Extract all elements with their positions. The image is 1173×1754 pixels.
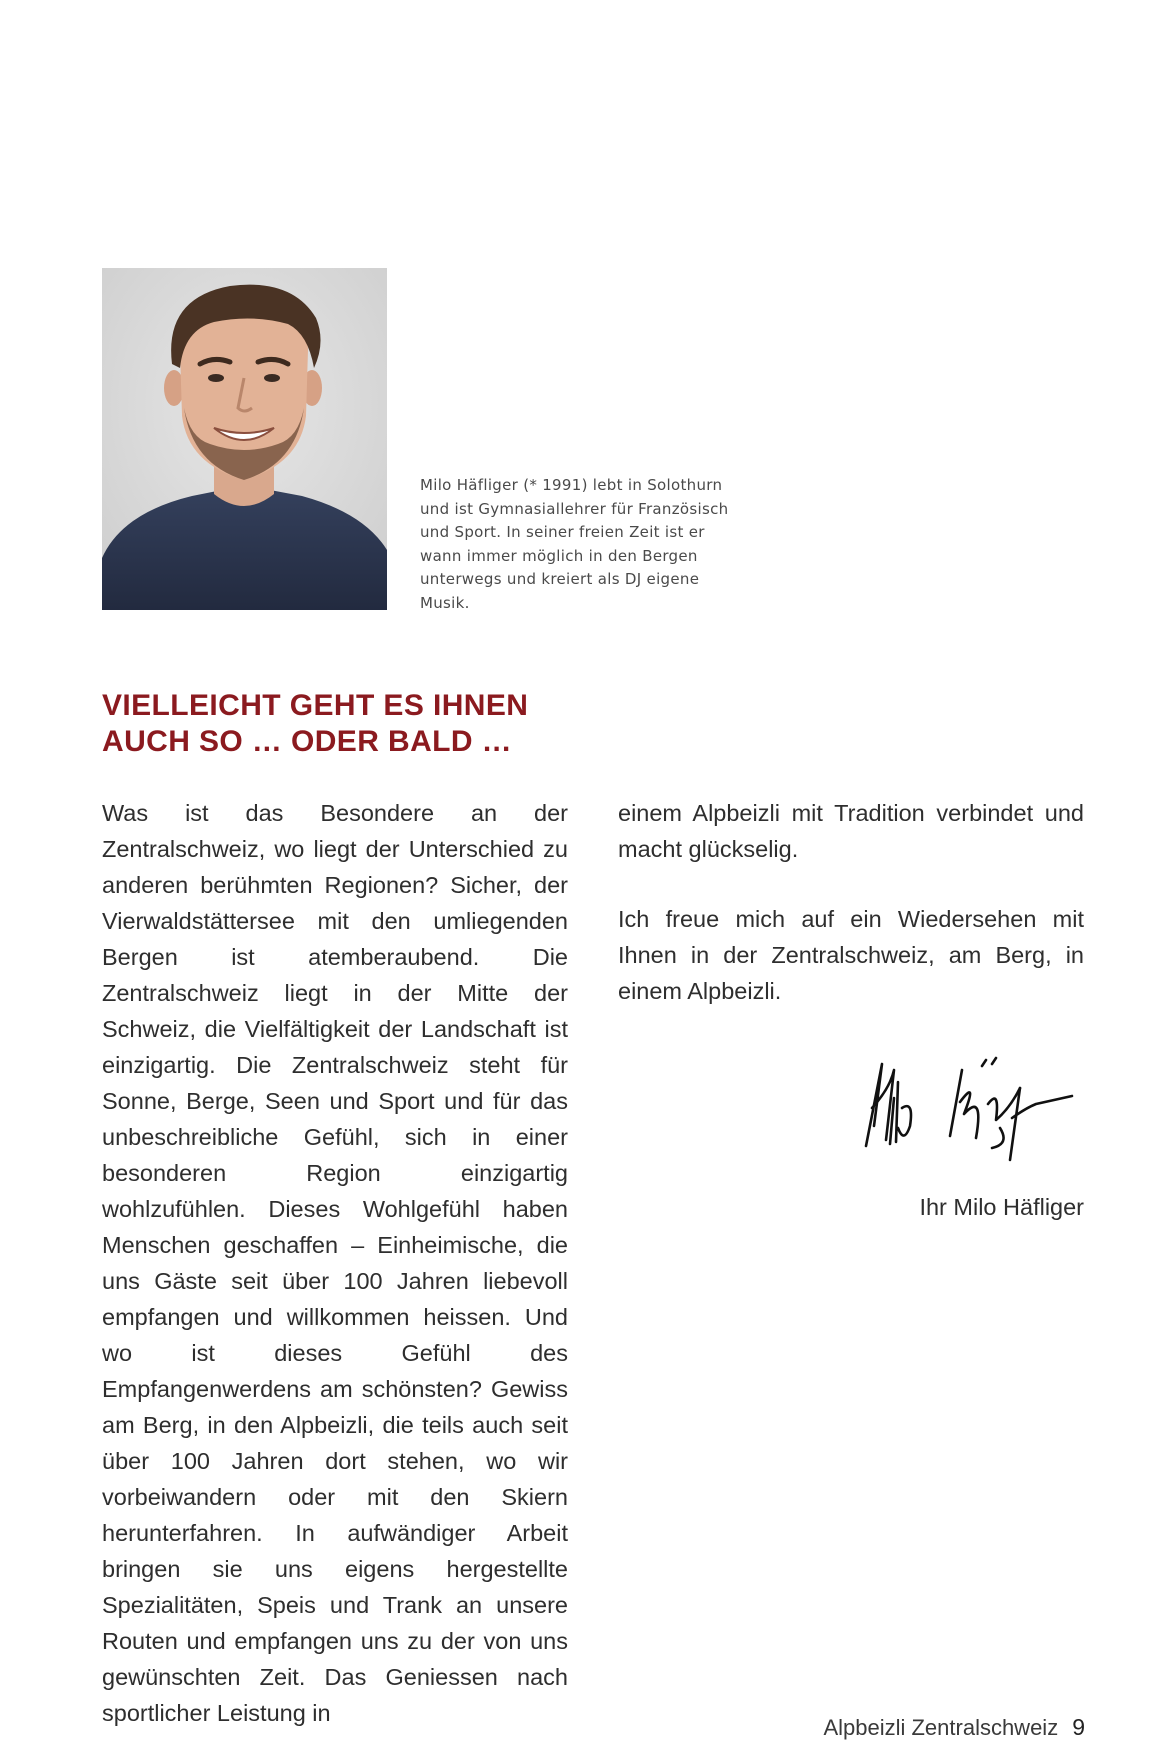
signoff: Ihr Milo Häfliger [919, 1194, 1084, 1220]
body-text-left-column: Was ist das Besondere an der Zentralschweiz, wo liegt der Unterschied zu anderen berühmten Regionen? Sicher, der Vierwaldstättersee mit den umliegenden Bergen ist atemberaubend. Die Zentralschweiz liegt in der Mitte der Schweiz, die Vielfältigkeit der Landschaft ist einzigartig. Die Zentralschweiz steht für Sonne, Berge, Seen und Sport und für das unbeschreibliche Gefühl, sich in einer besonderen Region einzigartig wohlzufühlen. Dieses Wohlgefühl haben Menschen geschaffen – Einheimische, die uns Gäste seit über 100 Jahren liebevoll empfangen und willkommen heissen. Und wo ist dieses Gefühl des Empfangenwerdens am schönsten? Gewiss am Berg, in den Alpbeizli, die teils auch seit über 100 Jahren dort stehen, wo wir vorbeiwandern oder mit den Skiern herunterfahren. In aufwändiger Arbeit bringen sie uns eigens hergestellte Spezialitäten, Speis und Trank an unsere Routen und empfangen uns zu der von uns gewünschten Zeit. Das Geniessen nach sportlicher Leistung in [102, 800, 568, 1726]
article-heading [102, 688, 702, 760]
heading-line-2: AUCH SO … ODER BALD … [102, 725, 513, 758]
body-paragraph-continued: einem Alpbeizli mit Tradition verbindet und macht glückselig. [618, 800, 1084, 862]
footer-title: Alpbeizli Zentralschweiz [823, 1715, 1059, 1740]
body-text-right-column [618, 795, 1084, 1043]
page-number: 9 [1072, 1714, 1085, 1740]
portrait-photo-icon [102, 268, 387, 610]
author-bio: Milo Häfliger (* 1991) lebt in Solothurn und ist Gymnasiallehrer für Französisch und Sport. In seiner freien Zeit ist er wann immer möglich in den Bergen unterwegs und kreiert als DJ eigene Musik. [420, 476, 729, 612]
heading-line-1: VIELLEICHT GEHT ES IHNEN [102, 689, 529, 722]
page-footer [823, 1714, 1085, 1741]
body-paragraph-closing: Ich freue mich auf ein Wiedersehen mit Ihnen in der Zentralschweiz, am Berg, in einem Alpbeizli. [618, 906, 1084, 1004]
signature-icon [860, 1048, 1082, 1168]
handwritten-signature [860, 1048, 1082, 1168]
author-portrait [102, 268, 387, 610]
